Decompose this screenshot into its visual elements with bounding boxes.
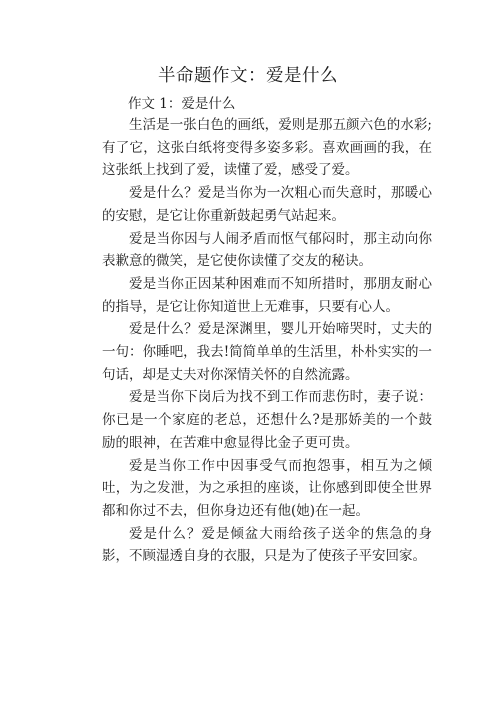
- paragraph: 爱是当你正因某种困难而不知所措时，那朋友耐心的指导，是它让你知道世上无难事，只要有心人。: [102, 275, 432, 315]
- paragraph: 爱是当你工作中因事受气而抱怨事，相互为之倾吐，为之发泄，为之承担的座谈，让你感到即使全世界都和你过不去，但你身边还有他(她)在一起。: [102, 457, 432, 519]
- paragraph: 爱是当你下岗后为找不到工作而悲伤时，妻子说：你已是一个家庭的老总，还想什么?是那娇美的一个鼓励的眼神，在苦难中愈显得比金子更可贵。: [102, 389, 432, 451]
- paragraph: 爱是什么？爱是倾盆大雨给孩子送伞的焦急的身影，不顾湿透自身的衣服，只是为了使孩子平安回家。: [102, 525, 432, 565]
- paragraph: 生活是一张白色的画纸，爱则是那五颜六色的水彩;有了它，这张白纸将变得多姿多彩。喜欢画画的我，在这张纸上找到了爱，读懂了爱，感受了爱。: [102, 117, 432, 179]
- essay-body: [102, 114, 432, 568]
- document-title: 半命题作文：爱是什么: [158, 66, 338, 86]
- paragraph: 爱是什么？爱是深渊里，婴儿开始啼哭时，丈夫的一句：你睡吧，我去!简简单单的生活里，朴朴实实的一句话，却是丈夫对你深情关怀的自然流露。: [102, 321, 432, 383]
- paragraph: 爱是当你因与人闹矛盾而怄气郁闷时，那主动向你表歉意的微笑，是它使你读懂了交友的秘诀。: [102, 230, 432, 270]
- paragraph: 爱是什么？爱是当你为一次粗心而失意时，那暖心的安慰，是它让你重新鼓起勇气站起来。: [102, 185, 432, 224]
- essay-subtitle: 作文 1：爱是什么: [128, 96, 236, 112]
